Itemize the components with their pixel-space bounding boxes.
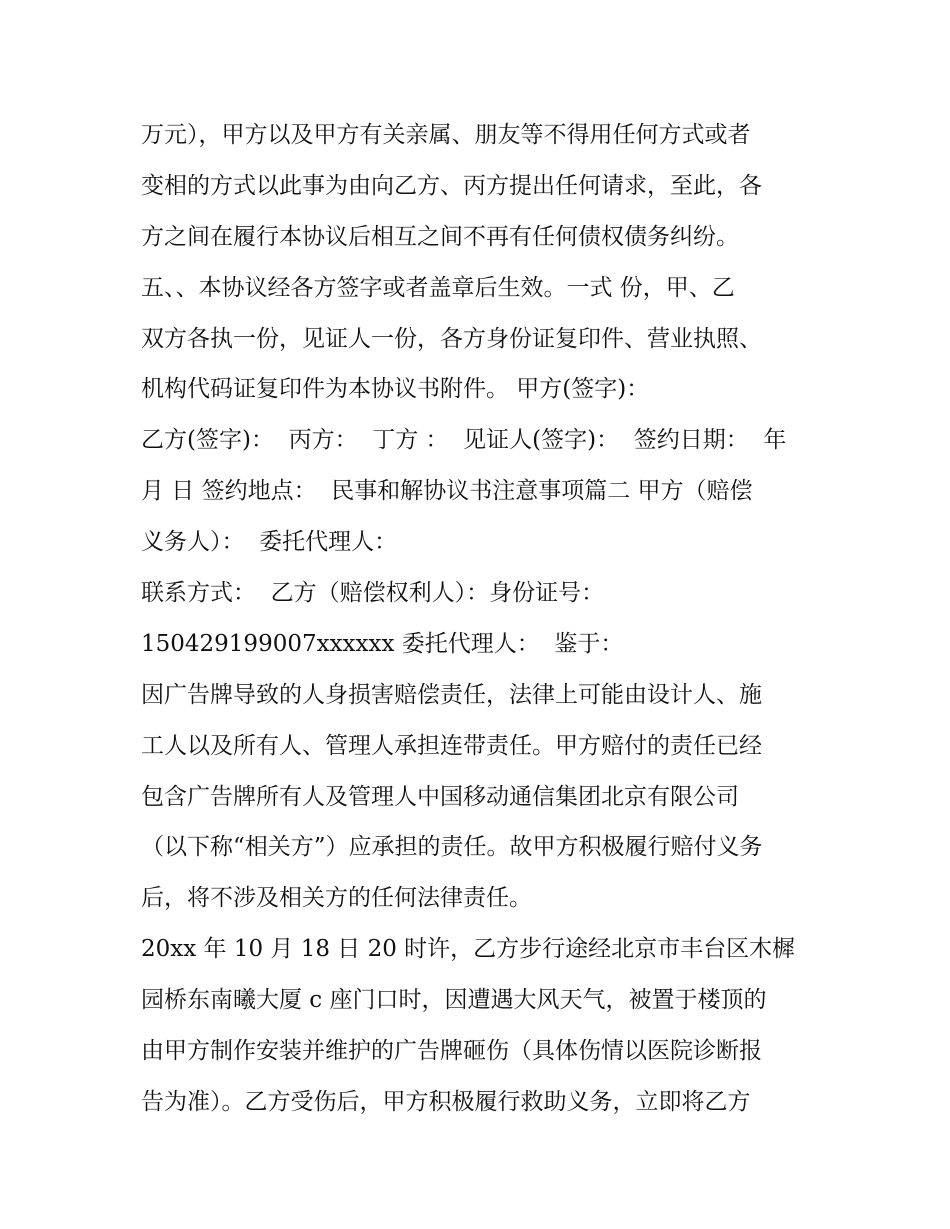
text-line: 方之间在履行本协议后相互之间不再有任何债权债务纠纷。 — [141, 223, 739, 250]
text-line: 联系方式： 乙方（赔偿权利人）：身份证号： — [141, 580, 605, 607]
text-line: 由甲方制作安装并维护的广告牌砸伤（具体伤情以医院诊断报 — [141, 1038, 762, 1065]
text-line: 变相的方式以此事为由向乙方、丙方提出任何请求，至此，各 — [141, 172, 762, 199]
text-line: 150429199007xxxxxx 委托代理人： 鉴于： — [141, 630, 624, 657]
document-body — [141, 110, 821, 1128]
text-line: 因广告牌导致的人身损害赔偿责任，法律上可能由设计人、施 — [141, 681, 762, 708]
text-line: 告为准）。乙方受伤后，甲方积极履行救助义务，立即将乙方 — [141, 1088, 751, 1115]
text-line: （以下称“相关方”）应承担的责任。故甲方积极履行赔付义务 — [141, 834, 763, 861]
text-line: 园桥东南曦大厦 c 座门口时，因遭遇大风天气，被置于楼顶的 — [141, 987, 767, 1014]
text-line: 包含广告牌所有人及管理人中国移动通信集团北京有限公司 — [141, 783, 739, 810]
text-line: 20xx 年 10 月 18 日 20 时许，乙方步行途经北京市丰台区木樨 — [141, 936, 796, 963]
text-line: 机构代码证复印件为本协议书附件。 甲方(签字)： — [141, 376, 650, 403]
text-line: 双方各执一份，见证人一份，各方身份证复印件、营业执照、 — [141, 325, 762, 352]
text-line: 五、、本协议经各方签字或者盖章后生效。一式 份，甲、乙 — [141, 274, 735, 301]
text-line: 乙方(签字)： 丙方： 丁方 ： 见证人(签字)： 签约日期： 年 — [141, 427, 787, 454]
text-line: 工人以及所有人、管理人承担连带责任。甲方赔付的责任已经 — [141, 732, 762, 759]
text-line: 义务人）： 委托代理人： — [141, 529, 398, 556]
text-line: 后，将不涉及相关方的任何法律责任。 — [141, 885, 532, 912]
text-line: 万元），甲方以及甲方有关亲属、朋友等不得用任何方式或者 — [141, 122, 751, 148]
text-line: 月 日 签约地点： 民事和解协议书注意事项篇二 甲方（赔偿 — [141, 478, 753, 505]
